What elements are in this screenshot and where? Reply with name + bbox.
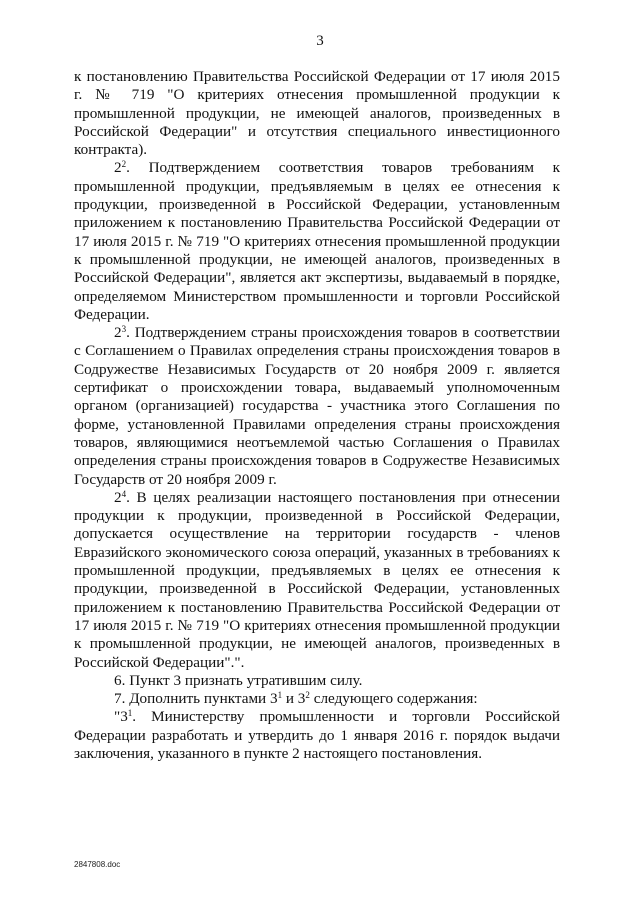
item-text: и 3: [282, 690, 306, 708]
item-number: 2: [114, 159, 122, 177]
document-code: 2847808.doc: [74, 860, 121, 869]
paragraph-item-2-3: [74, 324, 560, 489]
item-number: 2: [114, 488, 122, 506]
item-superscript: 4: [121, 488, 127, 499]
item-text: . Подтверждением соответствия товаров требованиям к промышленной продукции, предъявляемым в целях ее отнесения к продукции, произведенной в Российской Федерации, установленным приложением к постановлению Правительства Российской Федерации от 17 июля 2015 г. № 719 "О критериях отнесения промышленной продукции к промышленной продукции, не имеющей аналогов, произведенных в Российской Федерации", является акт экспертизы, выдаваемый в порядке, определяемом Министерством промышленности и торговли Российской Федерации.: [74, 159, 560, 323]
item-superscript: 2: [305, 690, 310, 701]
item-superscript: 3: [121, 324, 127, 335]
paragraph-item-3-1: [74, 708, 560, 763]
item-superscript: 2: [121, 159, 127, 170]
paragraph-item-6: 6. Пункт 3 признать утратившим силу.: [114, 671, 363, 689]
item-text: . Министерству промышленности и торговли Российской Федерации разработать и утвердить до 1 января 2016 г. порядок выдачи заключения, указанного в пункте 2 настоящего постановления.: [74, 708, 560, 762]
item-text: . В целях реализации настоящего постановления при отнесении продукции к продукции, произведенной в Российской Федерации, допускается осуществление на территории государств - членов Евразийского экономического союза операций, указанных в требованиях к промышленной продукции, предъявляемых в целях ее отнесения к продукции, произведенной в Российской Федерации, установленных приложением к постановлению Правительства Российской Федерации от 17 июля 2015 г. № 719 "О критериях отнесения промышленной продукции к промышленной продукции, не имеющей аналогов, произведенных в Российской Федерации".".: [74, 488, 560, 671]
paragraph-continuation: к постановлению Правительства Российской Федерации от 17 июля 2015 г. № 719 "О критериях отнесения промышленной продукции к промышленной продукции, не имеющей аналогов, произведенных в Российской Федерации" и отсутствия специального инвестиционного контракта).: [74, 68, 560, 159]
paragraph-item-2-4: [74, 489, 560, 672]
item-text: следующего содержания:: [309, 690, 478, 708]
paragraph-item-2-2: [74, 159, 560, 324]
item-superscript: 1: [127, 708, 133, 719]
document-body: [74, 68, 560, 763]
item-number: "3: [114, 708, 128, 726]
item-text: . Подтверждением страны происхождения товаров в соответствии с Соглашением о Правилах определения страны происхождения товаров в Содружестве Независимых Государств от 20 ноября 2009 г. является сертификат о происхождении товара, выдаваемый уполномоченным органом (организацией) государства - участника этого Соглашения по форме, установленной Правилами определения страны происхождения товаров, являющимися неотъемлемой частью Соглашения о Правилах определения страны происхождения товаров в Содружестве Независимых Государств от 20 ноября 2009 г.: [74, 324, 560, 488]
item-text: 7. Дополнить пунктами 3: [114, 690, 278, 708]
paragraph-item-7: [74, 690, 560, 708]
page-number: 3: [316, 33, 324, 49]
item-superscript: 1: [277, 690, 283, 701]
item-number: 2: [114, 324, 122, 342]
